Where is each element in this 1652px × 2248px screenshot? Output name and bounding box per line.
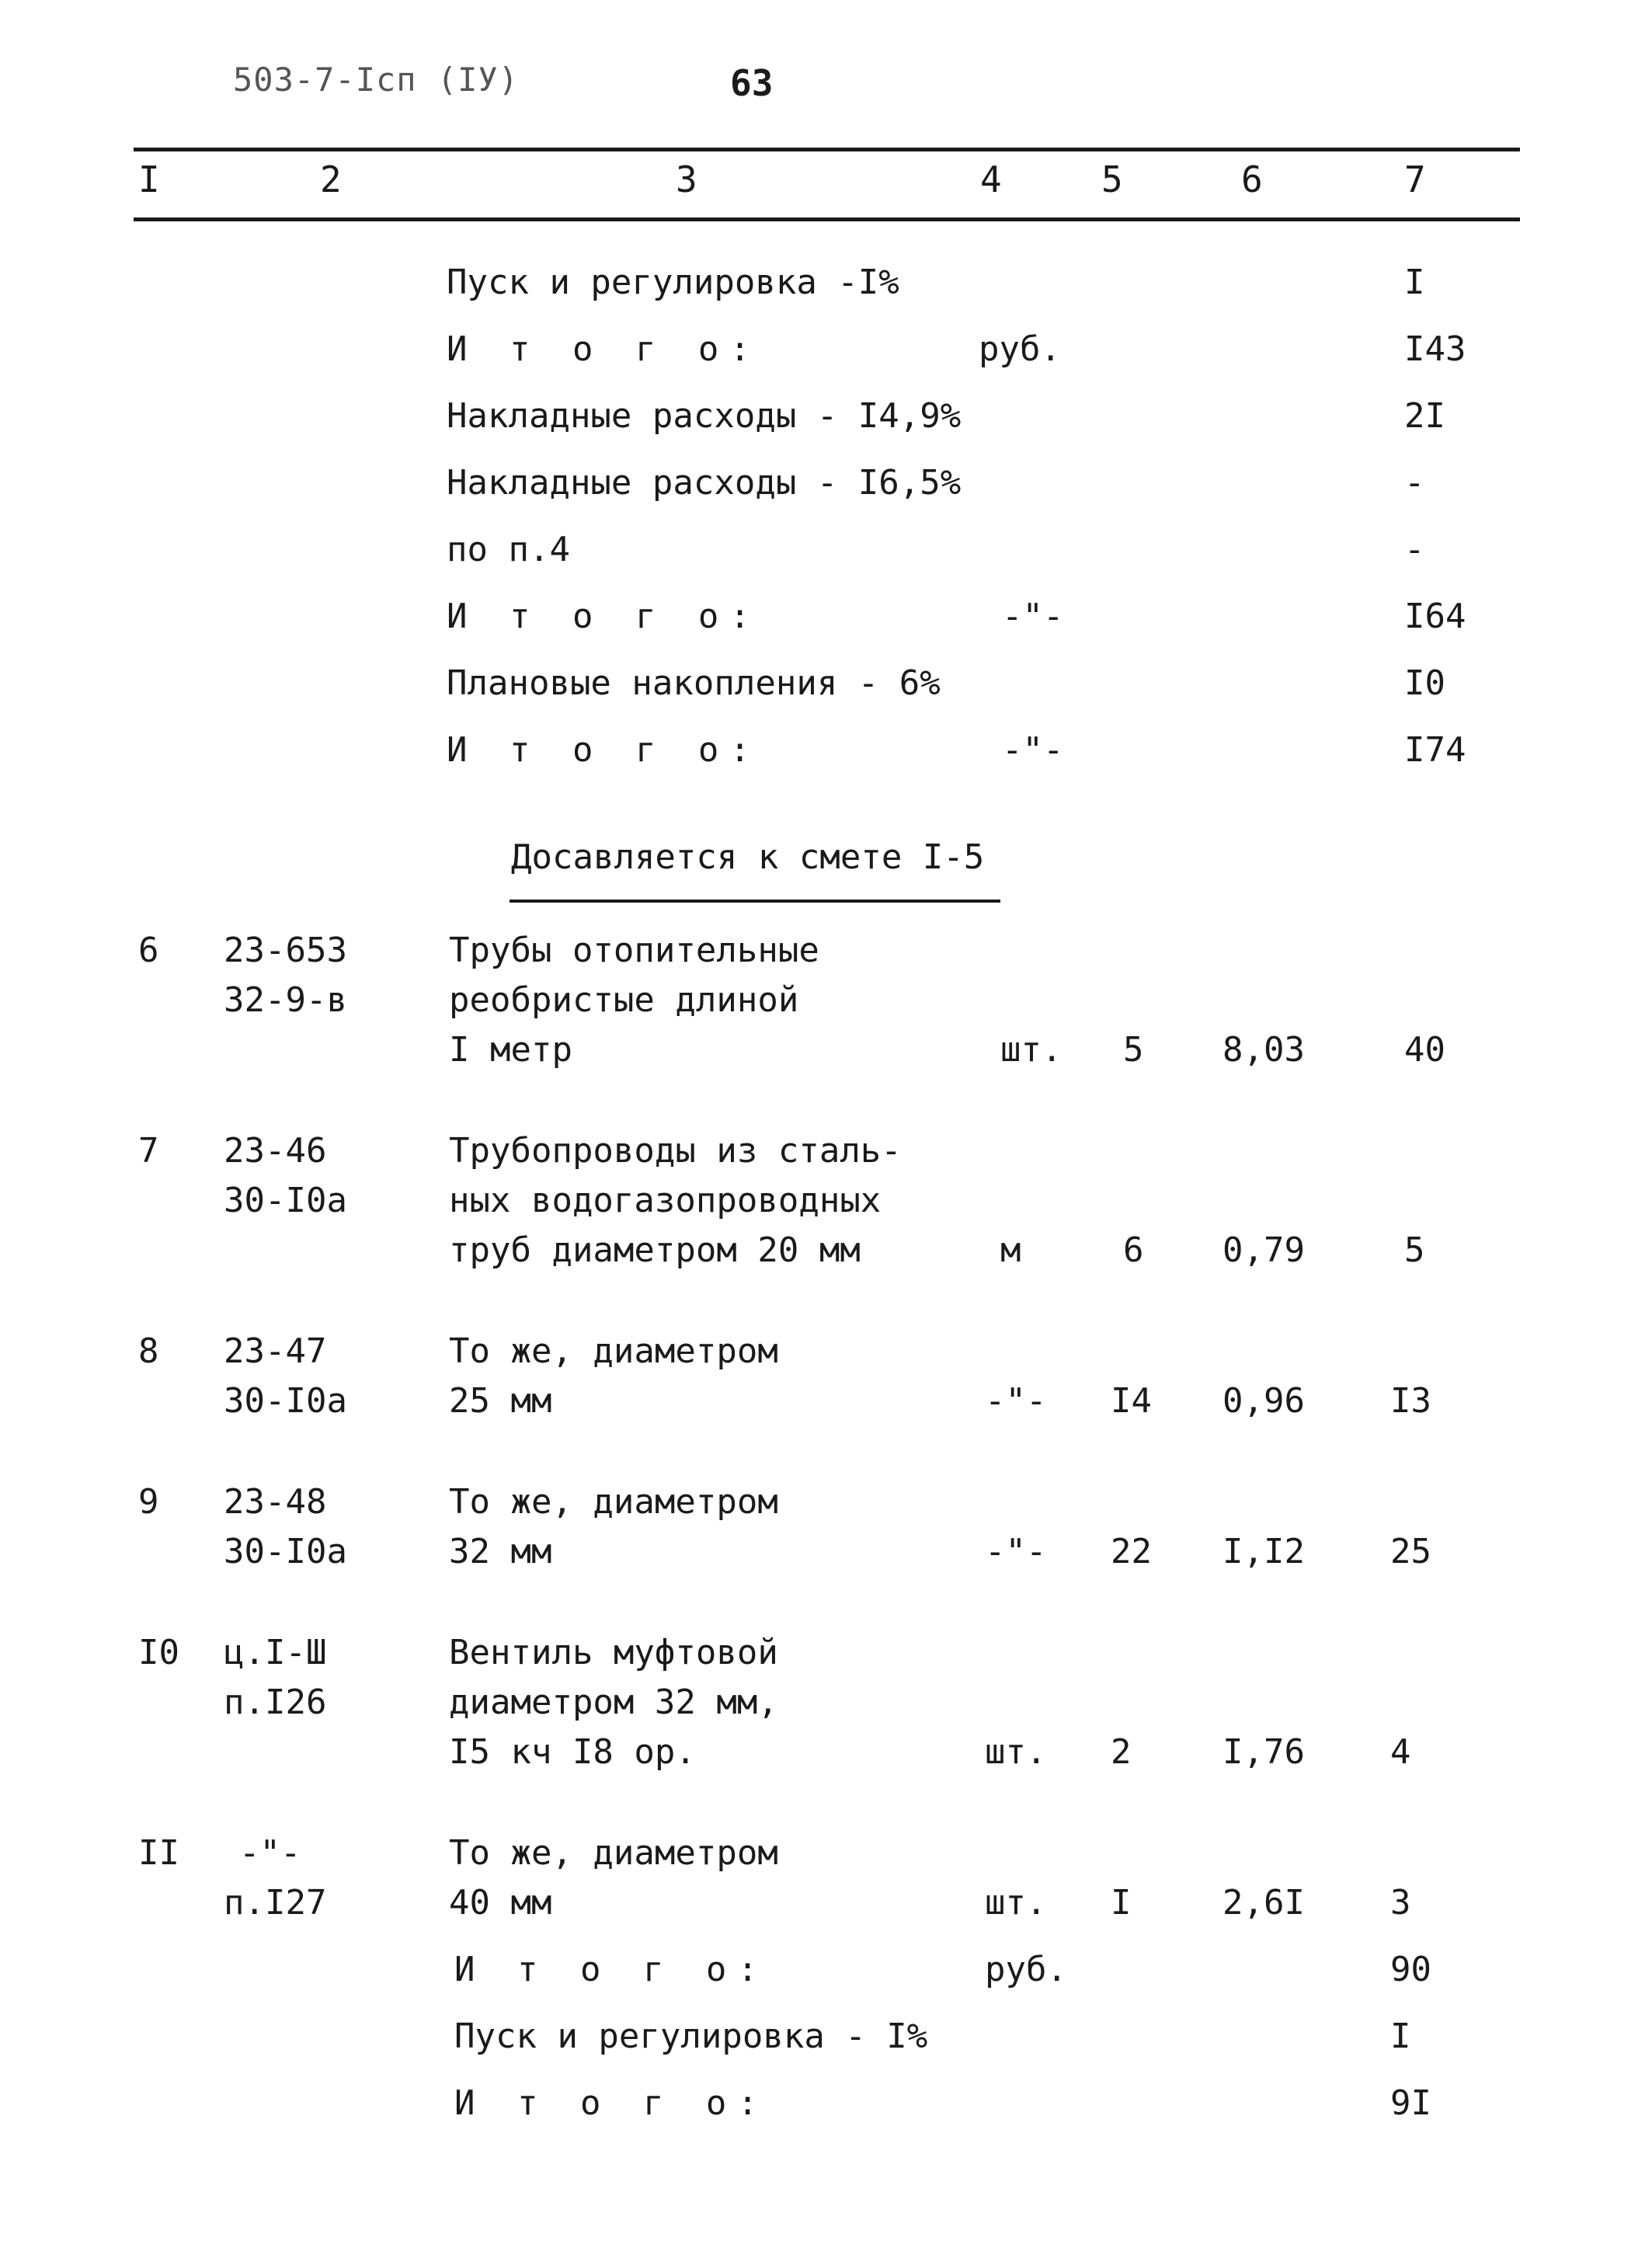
item-number: 9 xyxy=(138,1482,159,1522)
item-total: 4 xyxy=(1390,1732,1411,1772)
summary-desc: И т о г о: xyxy=(447,730,761,770)
column-header-6: 6 xyxy=(1241,158,1263,200)
item-desc: I метр xyxy=(449,1030,572,1070)
item-total: 3 xyxy=(1390,1883,1411,1923)
item-code: 23-48 xyxy=(224,1482,327,1522)
item-unit: шт. xyxy=(985,1883,1047,1923)
section-title: Досавляется к смете I-5 xyxy=(511,837,985,877)
summary-total: I43 xyxy=(1404,329,1466,369)
summary-desc: Плановые накопления - 6% xyxy=(447,663,941,703)
summary-desc: Накладные расходы - I6,5% xyxy=(447,463,962,503)
item-price: 0,96 xyxy=(1222,1381,1305,1421)
item-price: I,76 xyxy=(1222,1732,1305,1772)
column-header-5: 5 xyxy=(1101,158,1123,200)
item-unit: -"- xyxy=(985,1381,1047,1421)
item-desc: ных водогазопроводных xyxy=(449,1181,882,1220)
item-code: 30-I0а xyxy=(224,1532,347,1571)
table-top-rule xyxy=(134,148,1520,151)
item-code: 23-46 xyxy=(224,1131,327,1171)
item-number: 7 xyxy=(138,1131,159,1171)
item-code: -"- xyxy=(239,1833,301,1873)
item-desc: Трубы отопительные xyxy=(449,931,819,970)
item-price: I,I2 xyxy=(1222,1532,1305,1571)
document-code: 503-7-Iсп (IУ) xyxy=(233,61,520,99)
summary-total: 2I xyxy=(1404,396,1445,436)
item-total: 40 xyxy=(1404,1030,1445,1070)
item-desc: 40 мм xyxy=(449,1883,552,1923)
item-unit: шт. xyxy=(1000,1030,1062,1070)
page-number: 63 xyxy=(730,62,774,104)
item-desc: 25 мм xyxy=(449,1381,552,1421)
item-desc: То же, диаметром xyxy=(449,1482,778,1522)
item-quantity: 5 xyxy=(1123,1030,1144,1070)
footer-desc: И т о г о: xyxy=(454,1950,769,1989)
item-unit: -"- xyxy=(985,1532,1047,1571)
column-header-4: 4 xyxy=(980,158,1002,200)
summary-total: - xyxy=(1404,463,1425,503)
summary-unit: руб. xyxy=(979,329,1061,369)
summary-total: - xyxy=(1404,530,1425,569)
item-quantity: I4 xyxy=(1111,1381,1152,1421)
item-price: 8,03 xyxy=(1222,1030,1305,1070)
item-code: п.I27 xyxy=(224,1883,327,1923)
summary-total: I64 xyxy=(1404,597,1466,636)
section-title-underline xyxy=(510,900,1000,903)
item-code: 23-653 xyxy=(224,931,347,970)
item-quantity: 2 xyxy=(1111,1732,1132,1772)
item-desc: То же, диаметром xyxy=(449,1331,778,1371)
summary-total: I xyxy=(1404,263,1425,302)
column-header-3: 3 xyxy=(676,158,697,200)
item-code: 32-9-в xyxy=(224,980,347,1020)
footer-total: 9I xyxy=(1390,2083,1431,2123)
item-number: I0 xyxy=(138,1633,179,1672)
item-number: 6 xyxy=(138,931,159,970)
item-number: II xyxy=(138,1833,179,1873)
item-code: 30-I0а xyxy=(224,1381,347,1421)
summary-unit: -"- xyxy=(1002,730,1064,770)
item-quantity: I xyxy=(1111,1883,1132,1923)
item-quantity: 22 xyxy=(1111,1532,1152,1571)
summary-total: I74 xyxy=(1404,730,1466,770)
item-desc: труб диаметром 20 мм xyxy=(449,1230,861,1270)
item-desc: реобристые длиной xyxy=(449,980,799,1020)
item-desc: 32 мм xyxy=(449,1532,552,1571)
item-total: I3 xyxy=(1390,1381,1431,1421)
summary-desc: И т о г о: xyxy=(447,329,761,369)
item-desc: диаметром 32 мм, xyxy=(449,1683,778,1722)
summary-desc: Пуск и регулировка -I% xyxy=(447,263,899,302)
item-desc: То же, диаметром xyxy=(449,1833,778,1873)
item-code: ц.I-Ш xyxy=(224,1633,327,1672)
footer-total: 90 xyxy=(1390,1950,1431,1989)
item-code: 30-I0а xyxy=(224,1181,347,1220)
item-unit: шт. xyxy=(985,1732,1047,1772)
item-quantity: 6 xyxy=(1123,1230,1144,1270)
summary-desc: И т о г о: xyxy=(447,597,761,636)
item-unit: м xyxy=(1000,1230,1021,1270)
column-header-2: 2 xyxy=(320,158,342,200)
item-number: 8 xyxy=(138,1331,159,1371)
item-desc: Вентиль муфтовой xyxy=(449,1633,778,1672)
item-price: 0,79 xyxy=(1222,1230,1305,1270)
item-desc: I5 кч I8 ор. xyxy=(449,1732,696,1772)
summary-desc: по п.4 xyxy=(447,530,570,569)
summary-unit: -"- xyxy=(1002,597,1064,636)
summary-desc: Накладные расходы - I4,9% xyxy=(447,396,962,436)
item-code: п.I26 xyxy=(224,1683,327,1722)
item-desc: Трубопроводы из сталь- xyxy=(449,1131,902,1171)
item-code: 23-47 xyxy=(224,1331,327,1371)
table-header-rule xyxy=(134,217,1520,221)
column-header-1: I xyxy=(138,158,160,200)
footer-desc: Пуск и регулировка - I% xyxy=(454,2017,928,2056)
summary-total: I0 xyxy=(1404,663,1445,703)
footer-desc: И т о г о: xyxy=(454,2083,769,2123)
footer-unit: руб. xyxy=(985,1950,1067,1989)
column-header-7: 7 xyxy=(1404,158,1426,200)
item-price: 2,6I xyxy=(1222,1883,1305,1923)
footer-total: I xyxy=(1390,2017,1411,2056)
item-total: 5 xyxy=(1404,1230,1425,1270)
item-total: 25 xyxy=(1390,1532,1431,1571)
